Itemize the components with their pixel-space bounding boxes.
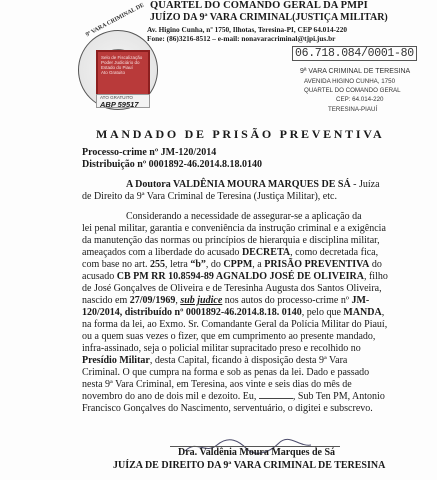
protocol-cep: CEP: 64.014-220 (336, 96, 384, 103)
addressee-prefix: A Doutora (126, 179, 174, 190)
header-institution: QUARTEL DO COMANDO GERAL DA PMPI (150, 0, 368, 11)
body-text: , desta Capital, ficando à disposição desta 9ª Vara (149, 355, 348, 366)
fiscal-stamp-line: Ato Gratuito (101, 70, 126, 75)
fiscal-stamp-code: ABP 59517 (100, 100, 139, 109)
body-text: nascido em (82, 295, 130, 306)
body-text: acusado (82, 271, 117, 282)
protocol-cnpj: 06.718.084/0001-80 (292, 46, 417, 61)
fiscal-stamp-label: ATO GRATUITO (100, 95, 133, 100)
body-text: 120/2014, distribuído nº (82, 307, 186, 318)
document-title: MANDADO DE PRISÃO PREVENTIVA (96, 127, 385, 141)
body-text: , letra (165, 259, 191, 270)
distribution-ref: 0001892-46.2014.8.18. 0140 (185, 307, 302, 318)
addressee-line-2: de Direito da 9ª Vara Criminal de Teresina (Justiça Militar), etc. (82, 191, 337, 202)
fiscal-stamp-line: Selo de Fiscalização (101, 55, 143, 60)
body-text: , filho (363, 271, 388, 282)
birth-date: 27/09/1969 (129, 295, 176, 306)
header-court: JUÍZO DA 9ª VARA CRIMINAL(JUSTIÇA MILITAR) (150, 12, 388, 23)
body-text: , (175, 295, 181, 306)
decreta-text: DECRETA (241, 247, 291, 258)
body-text: , do (205, 259, 224, 270)
header-address: Av. Higino Cunha, nº 1750, Ilhotas, Teresina-PI, CEP 64.014-220 (147, 25, 348, 34)
body-line (82, 247, 378, 258)
body-line: na forma da lei, ao Exmo. Sr. Comandante Geral da Polícia Militar do Piauí, (82, 319, 388, 330)
accused-name: CB PM RR 10.8594-89 AGNALDO JOSÉ DE OLIVEIRA (116, 271, 364, 282)
fiscal-stamp-line: Estado do Piauí (101, 65, 133, 70)
body-text: , Sub Ten PM, Antonio (292, 391, 385, 402)
addressee-suffix: - Juíza (350, 179, 380, 190)
body-line (82, 271, 388, 282)
body-text: , como decretada fica, (290, 247, 379, 258)
body-line: lei penal militar, garantia e conveniência da instrução criminal e a exigência (82, 223, 386, 234)
body-text: nos autos do processo-crime nº (222, 295, 352, 306)
body-line: ou a quem suas vezes o fizer, que em cumprimento ao presente mandado, (82, 331, 376, 342)
body-line (82, 355, 347, 366)
body-text: , pelo que (301, 307, 344, 318)
body-line (82, 259, 382, 270)
body-line: da manutenção das normas ou princípios de hierarquia e disciplina militar, (82, 235, 380, 246)
article-letter: “b” (190, 259, 206, 270)
protocol-court: 9ª VARA CRIMINAL DE TERESINA (300, 68, 411, 75)
initials-blank (259, 398, 293, 399)
addressee-line (126, 179, 380, 190)
protocol-street: AVENIDA HIGINO CUNHA, 1750 (304, 78, 396, 85)
header-contact: Fone: (86)3216-8512 – e-mail: nonavaracriminal@tjpi.jus.br (147, 34, 336, 43)
preventive-arrest-text: PRISÃO PREVENTIVA (264, 259, 370, 270)
article-number: 255 (150, 259, 166, 270)
body-text: com base no art. (82, 259, 151, 270)
seal-text: 9ª VARA CRIMINAL DE (85, 2, 146, 39)
body-text: , a (252, 259, 265, 270)
protocol-city: TERESINA-PIAUÍ (328, 106, 378, 113)
presidio-text: Presídio Militar (82, 355, 150, 366)
body-line (82, 295, 369, 306)
process-number: Processo-crime nº JM-120/2014 (82, 147, 217, 158)
body-line: Francisco Gonçalves do Nascimento, serventuário, o digitei e subscrevo. (82, 403, 373, 414)
body-text: novembro do ano de dois mil e dezoito. Eu, (82, 391, 259, 402)
sub-judice-text: sub judice (180, 295, 223, 306)
body-line: Considerando a necessidade de assegurar-se a aplicação da (126, 211, 362, 222)
jm-prefix: JM- (351, 295, 370, 306)
judge-name: Dra. Valdênia Moura Marques de Sá (178, 447, 336, 458)
body-line (82, 307, 384, 318)
body-line: de José Gonçalves de Oliveira e de Teresinha Augusta dos Santos Oliveira, (82, 283, 382, 294)
protocol-building: QUARTEL DO COMANDO GERAL (304, 87, 401, 94)
addressee-name: VALDÊNIA MOURA MARQUES DE SÁ (173, 179, 351, 190)
body-line (82, 391, 385, 402)
body-text: do (369, 259, 382, 270)
manda-text: MANDA (343, 307, 382, 318)
body-text: ameaçados com a liberdade do acusado (82, 247, 242, 258)
protocol-stamp (292, 46, 420, 118)
body-line: nesta 9ª Vara Criminal, em Teresina, aos vinte e seis dias do mês de (82, 379, 352, 390)
body-line: Criminal. O que cumpra na forma e sob as penas da lei. Dado e passado (82, 367, 370, 378)
cppm-text: CPPM (223, 259, 253, 270)
judge-role: JUÍZA DE DIREITO DA 9ª VARA CRIMINAL DE TERESINA (113, 460, 386, 471)
distribution-number: Distribuição nº 0001892-46.2014.8.18.0140 (82, 159, 262, 170)
body-line: infra-assinado, seja o policial militar supracitado preso e recolhido no (82, 343, 361, 354)
body-text: , (381, 307, 385, 318)
fiscal-stamp-line: Poder Judiciário do (101, 60, 140, 65)
fiscal-stamp-code-strip (96, 94, 150, 108)
